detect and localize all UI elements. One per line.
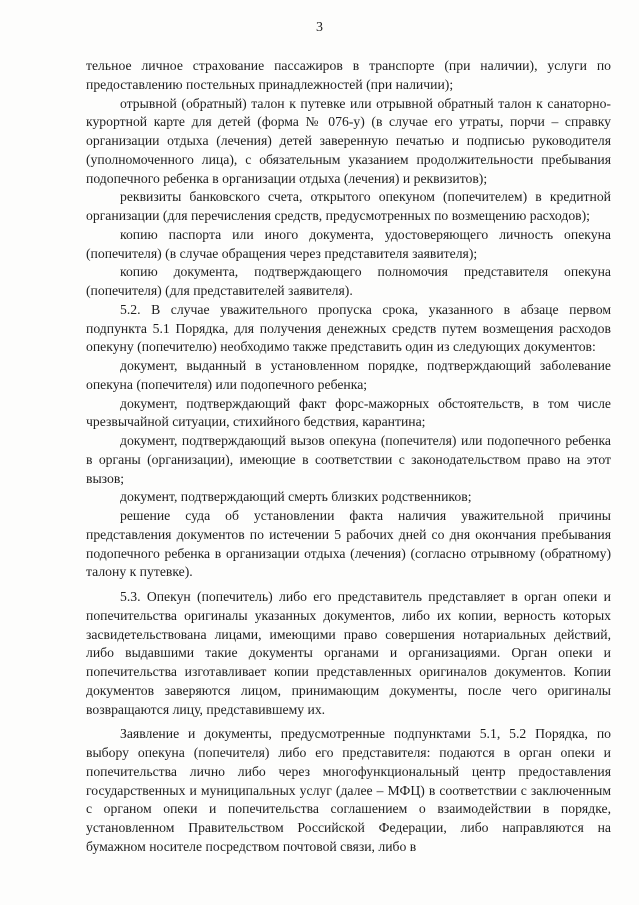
paragraph-application-submission: Заявление и документы, предусмотренные подпунктами 5.1, 5.2 Порядка, по выбору опекуна (попечителя) либо его представителя: подаются в орган опеки и попечительства лично либо через многофункциональный центр предоставления государственных и муниципальных услуг (далее – МФЦ) в соответствии с заключенным с органом опеки и попечительства соглашением о взаимодействии в порядке, установленном Правительством Российской Федерации, либо направляются на бумажном носителе посредством почтовой связи, либо в xyxy=(86,726,611,854)
paragraph-summons-document: документ, подтверждающий вызов опекуна (попечителя) или подопечного ребенка в органы (организации), имеющие в соответствии с законодательством право на этот вызов; xyxy=(86,433,611,486)
paragraph-clause-5-3: 5.3. Опекун (попечитель) либо его представитель представляет в орган опеки и попечительства оригиналы указанных документов, либо их копии, верность которых засвидетельствована лицами, имеющими право совершения нотариальных действий, либо выдавшими такие документы органами и организациями. Орган опеки и попечительства изготавливает копии представленных оригиналов документов. Копии документов заверяются лицом, принимающим документы, после чего оригиналы возвращаются лицу, представившему их. xyxy=(86,589,611,717)
paragraph-return-coupon: отрывной (обратный) талон к путевке или отрывной обратный талон к санаторно-курортной карте для детей (форма № 076-у) (в случае его утраты, порчи – справку организации отдыха (лечения) детей заверенную печатью и подписью руководителя (уполномоченного лица), с обязательным указанием продолжительности пребывания подопечного ребенка в организации отдыха (лечения) и реквизитов); xyxy=(86,95,611,186)
page-number: 3 xyxy=(316,20,323,35)
paragraph-bank-details: реквизиты банковского счета, открытого опекуном (попечителем) в кредитной организации (для перечисления средств, предусмотренных по возмещению расходов); xyxy=(86,189,611,223)
paragraph-illness-document: документ, выданный в установленном порядке, подтверждающий заболевание опекуна (попечителя) или подопечного ребенка; xyxy=(86,358,611,392)
paragraph-force-majeure: документ, подтверждающий факт форс-мажорных обстоятельств, в том числе чрезвычайной ситуации, стихийного бедствия, карантина; xyxy=(86,395,611,430)
paragraph-clause-5-2: 5.2. В случае уважительного пропуска срока, указанного в абзаце первом подпункта 5.1 Порядка, для получения денежных средств путем возмещения расходов опекуну (попечителю) необходимо также представить один из следующих документов: xyxy=(86,301,611,355)
paragraph-passport-copy: копию паспорта или иного документа, удостоверяющего личность опекуна (попечителя) (в случае обращения через представителя заявителя); xyxy=(86,226,611,261)
paragraph-court-decision: решение суда об установлении факта наличия уважительной причины представления документов по истечении 5 рабочих дней со дня окончания пребывания подопечного ребенка в организации отдыха (лечения) (согласно отрывному (обратному) талону к путевке). xyxy=(86,508,611,580)
paragraph-death-document: документ, подтверждающий смерть близких родственников; xyxy=(120,489,472,505)
paragraph-continuation: тельное личное страхование пассажиров в транспорте (при наличии), услуги по предоставлению постельных принадлежностей (при наличии); xyxy=(86,58,611,92)
document-body xyxy=(86,57,611,857)
paragraph-authority-copy: копию документа, подтверждающего полномочия представителя опекуна (попечителя) (для представителей заявителя). xyxy=(86,264,611,298)
